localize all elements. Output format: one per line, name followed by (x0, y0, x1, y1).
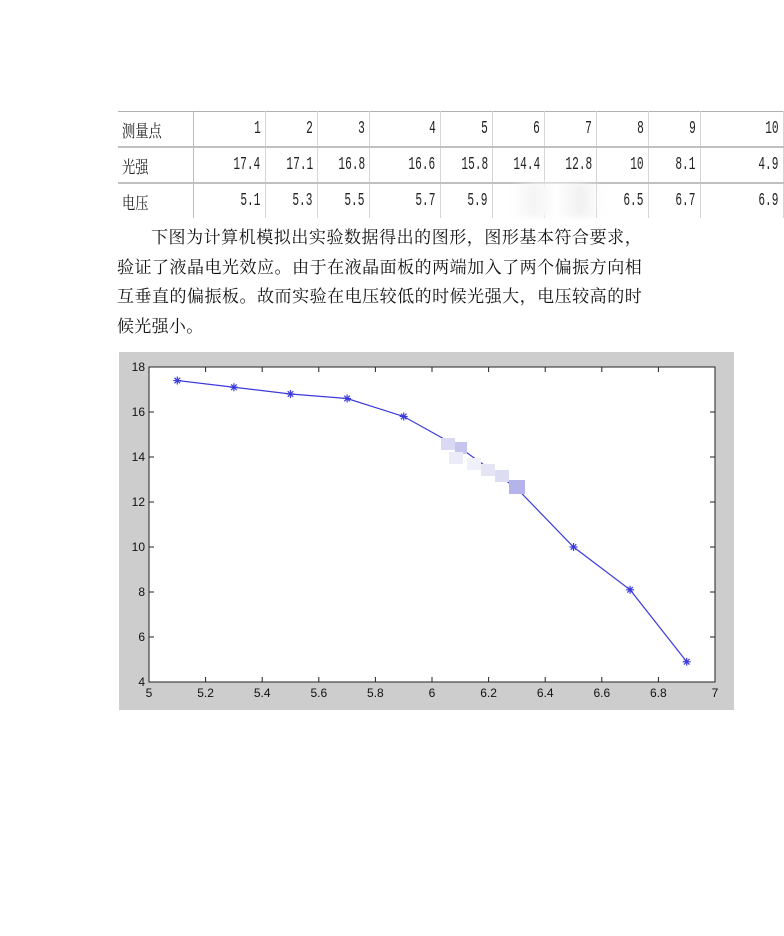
table-cell (193, 112, 265, 148)
cell-value: 2 (305, 119, 313, 139)
cell-value: 1 (253, 119, 261, 139)
cell-value: 9 (688, 119, 696, 139)
table-cell (265, 112, 317, 148)
table-cell (440, 147, 492, 183)
line-chart (119, 352, 734, 710)
x-tick-label: 5.6 (310, 686, 328, 700)
table-cell (440, 112, 492, 148)
x-tick-label: 5.2 (197, 686, 214, 700)
cell-value: 16.6 (408, 155, 436, 175)
x-tick-label: 6.8 (650, 686, 667, 700)
mosaic-block (509, 480, 525, 494)
x-tick-label: 5.8 (367, 686, 384, 700)
data-point-marker (287, 390, 295, 398)
table-cell (648, 183, 700, 218)
cell-value: 3 (357, 119, 365, 139)
table-cell (317, 112, 369, 148)
table-cell (700, 112, 783, 148)
row-header-text: 光强 (122, 157, 149, 178)
y-tick-label: 10 (131, 540, 145, 554)
x-tick-label: 6.2 (480, 686, 497, 700)
table-cell (317, 147, 369, 183)
table-cell (596, 147, 648, 183)
cell-value: 5.7 (415, 191, 436, 211)
mosaic-block (441, 438, 455, 450)
y-tick-label: 18 (131, 360, 145, 374)
table-cell (317, 183, 369, 218)
table-cell (700, 183, 783, 218)
cell-value: 8.1 (675, 155, 696, 175)
cell-value: 4.9 (758, 155, 779, 175)
row-header (118, 183, 193, 218)
x-tick-label: 6.6 (593, 686, 611, 700)
table-cell (596, 112, 648, 148)
x-tick-label: 5.4 (253, 686, 271, 700)
row-light-intensity (118, 147, 783, 183)
cell-value: 5.9 (467, 191, 488, 211)
table-cell (369, 112, 440, 148)
data-point-marker (400, 413, 408, 421)
table-cell (648, 112, 700, 148)
blurred-cells (511, 183, 603, 217)
body-paragraph: 下图为计算机模拟出实验数据得出的图形，图形基本符合要求，验证了液晶电光效应。由于在液晶面板的两端加入了两个偏振方向相互垂直的偏振板。故而实验在电压较低的时候光强大，电压较高的时候光强小。 (117, 228, 642, 337)
mosaic-block (481, 464, 495, 476)
x-tick-label: 5 (145, 686, 153, 700)
cell-value: 8 (636, 119, 644, 139)
table-cell (596, 183, 648, 218)
cell-value: 10 (765, 119, 779, 139)
plot-area (149, 367, 715, 682)
y-tick-label: 6 (138, 630, 145, 644)
chart-frame (119, 352, 734, 710)
table-cell (544, 112, 596, 148)
x-tick-label: 6.4 (536, 686, 554, 700)
row-header (118, 147, 193, 183)
cell-value: 17.4 (233, 155, 261, 175)
data-point-marker (626, 586, 634, 594)
y-tick-label: 12 (131, 495, 145, 509)
cell-value: 10 (630, 155, 644, 175)
cell-value: 14.4 (512, 155, 540, 175)
cell-value: 5.3 (292, 191, 313, 211)
cell-value: 6.9 (758, 191, 779, 211)
table-cell (265, 147, 317, 183)
row-measure-point (118, 112, 783, 148)
data-point-marker (570, 543, 578, 551)
table-cell (492, 112, 544, 148)
x-tick-label: 7 (711, 686, 719, 700)
y-tick-label: 16 (131, 405, 145, 419)
cell-value: 4 (428, 119, 436, 139)
table-cell (265, 183, 317, 218)
cell-value: 5 (480, 119, 488, 139)
table-cell (193, 183, 265, 218)
data-point-marker (230, 383, 238, 391)
row-header-text: 测量点 (122, 121, 162, 142)
y-tick-label: 8 (138, 585, 145, 599)
data-point-marker (173, 377, 181, 385)
table-cell (492, 147, 544, 183)
table-cell (193, 147, 265, 183)
data-point-marker (343, 395, 351, 403)
row-voltage (118, 183, 783, 218)
row-header (118, 112, 193, 148)
data-table-container (118, 111, 779, 217)
cell-value: 6.5 (623, 191, 644, 211)
mosaic-block (467, 458, 481, 470)
cell-value: 16.8 (337, 155, 365, 175)
table-cell (700, 147, 783, 183)
table-cell (440, 183, 492, 218)
table-cell (369, 147, 440, 183)
data-point-marker (683, 658, 691, 666)
y-tick-label: 4 (138, 675, 145, 689)
mosaic-block (449, 452, 463, 464)
table-cell (648, 147, 700, 183)
row-header-text: 电压 (122, 193, 149, 214)
table-cell (369, 183, 440, 218)
cell-value: 5.1 (240, 191, 261, 211)
cell-value: 6 (532, 119, 540, 139)
cell-value: 7 (584, 119, 592, 139)
table-cell (544, 147, 596, 183)
cell-value: 12.8 (564, 155, 592, 175)
cell-value: 5.5 (344, 191, 365, 211)
cell-value: 6.7 (675, 191, 696, 211)
x-tick-label: 6 (428, 686, 436, 700)
cell-value: 15.8 (460, 155, 488, 175)
measurement-table (118, 111, 784, 218)
y-tick-label: 14 (131, 450, 145, 464)
mosaic-block (495, 470, 509, 482)
cell-value: 17.1 (285, 155, 313, 175)
